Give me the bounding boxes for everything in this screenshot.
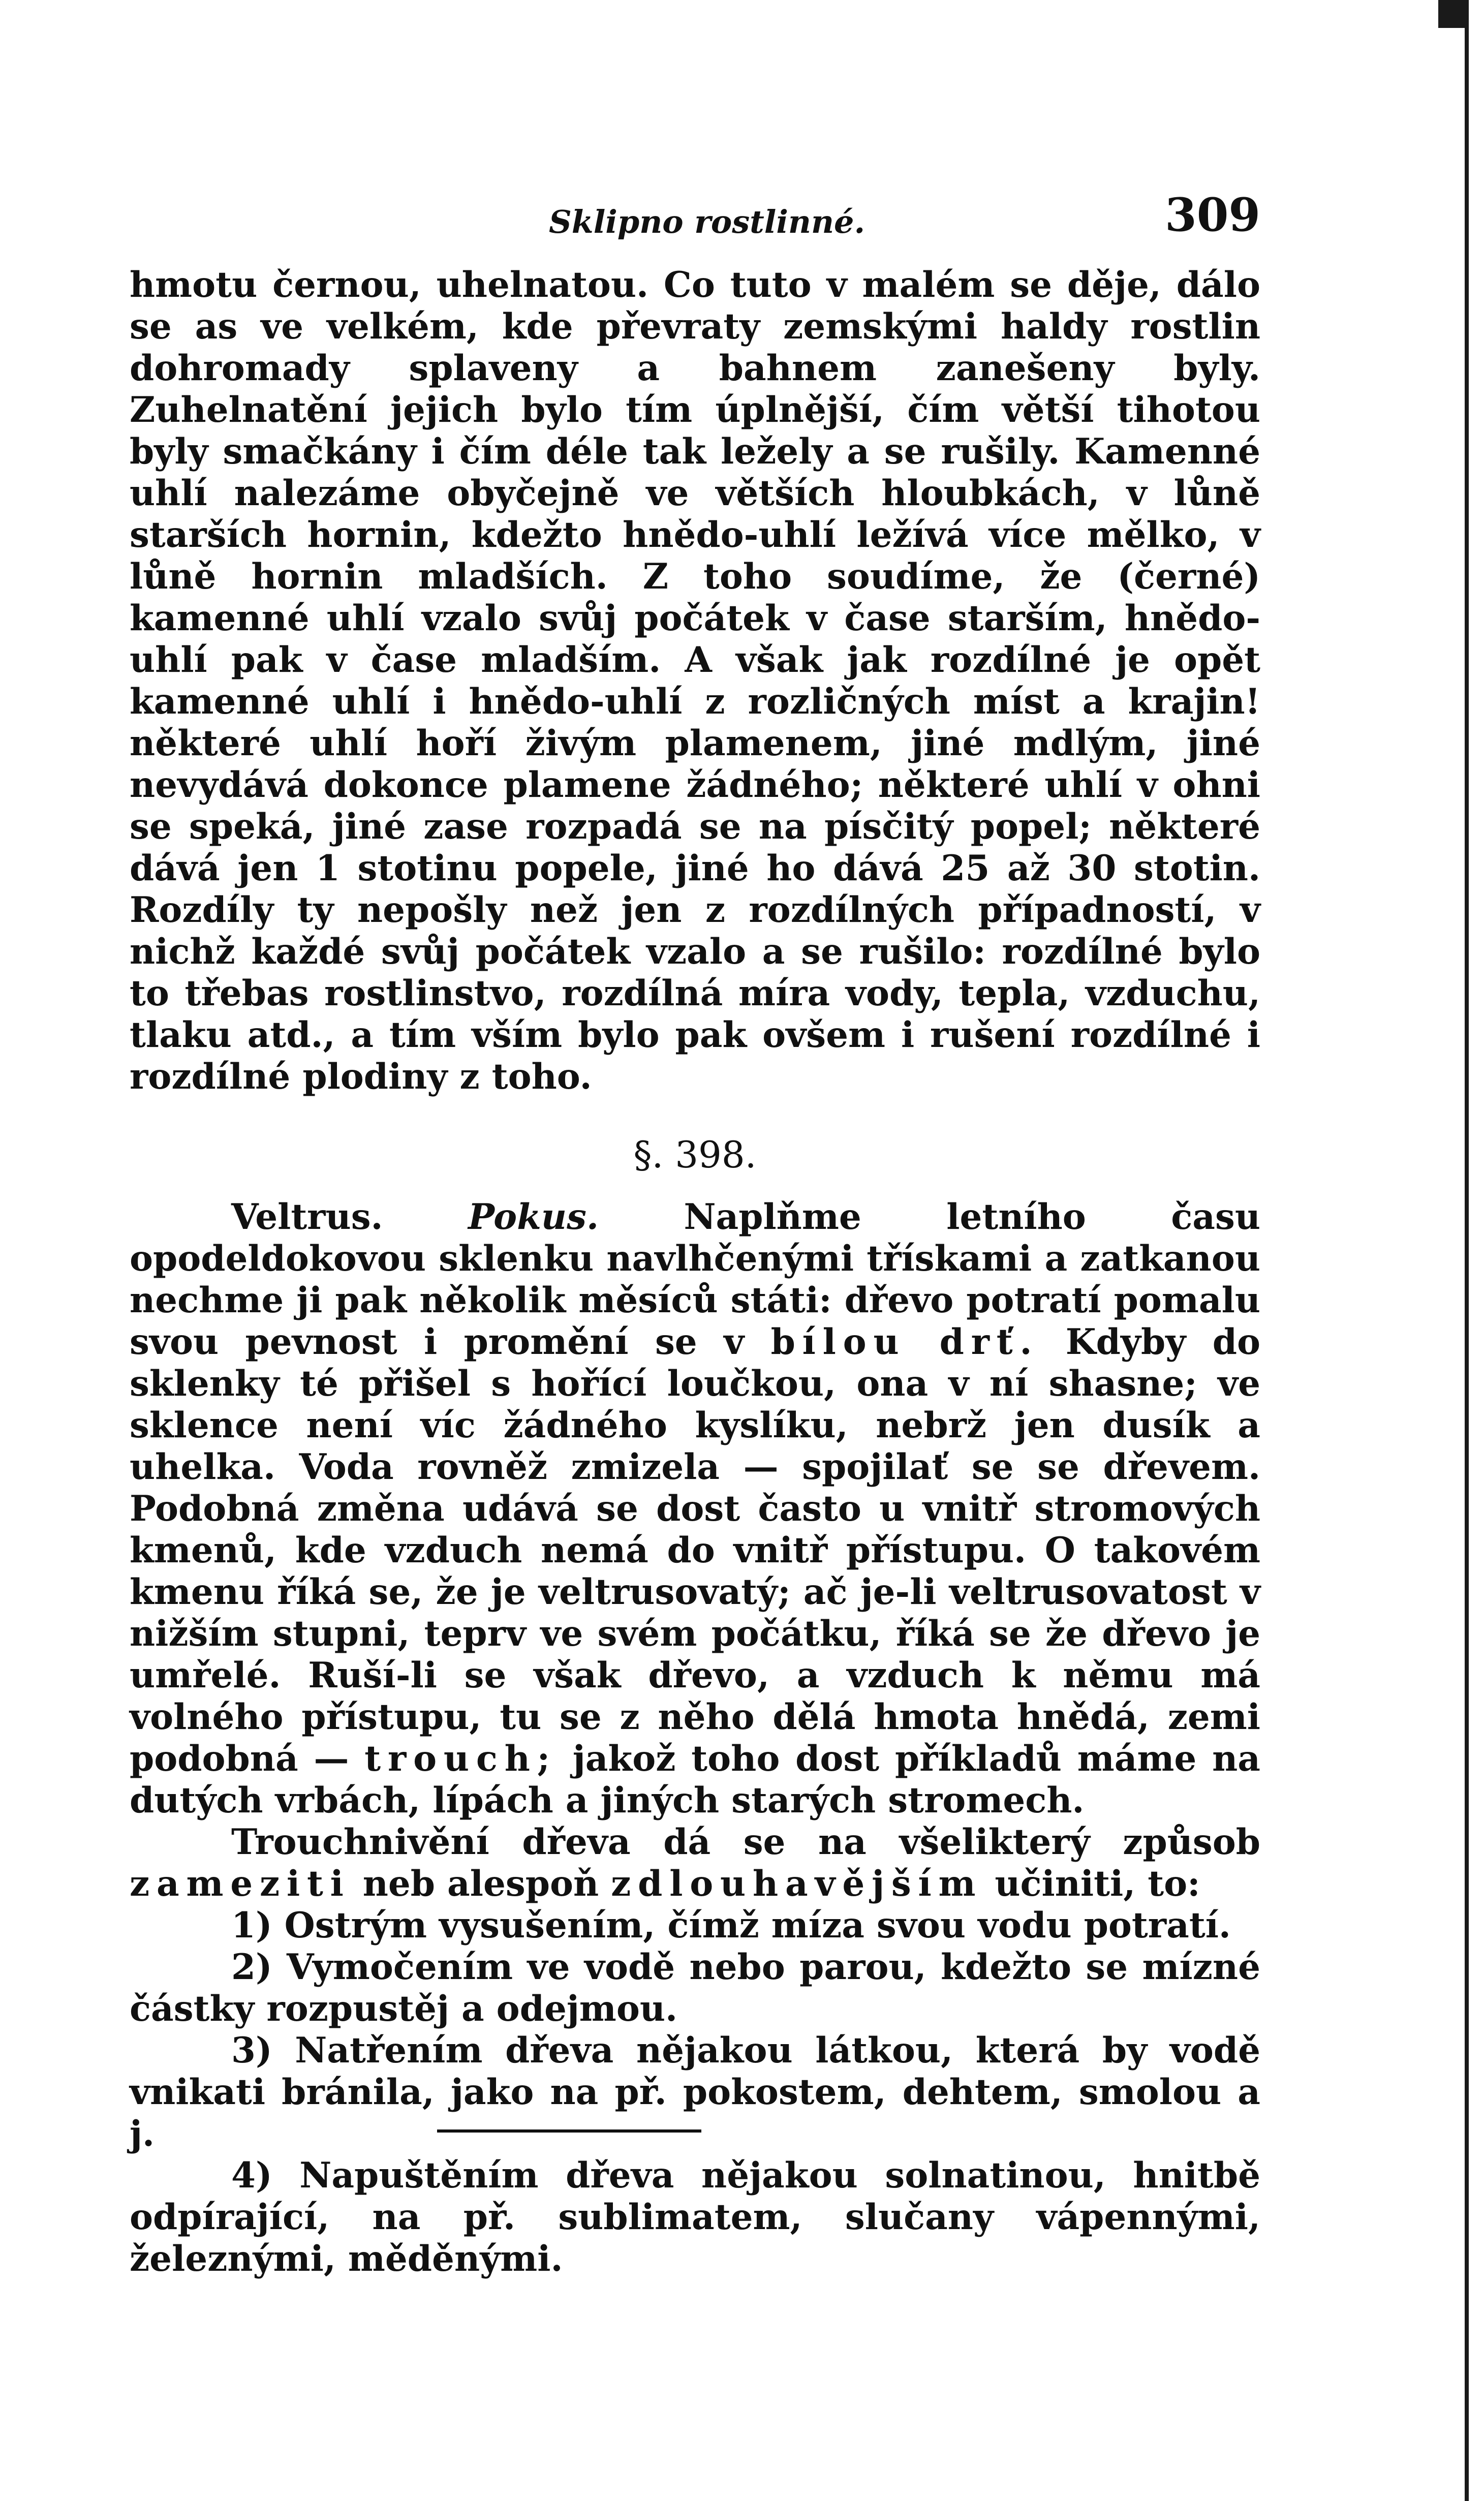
second-text-part-1: Trouchnivění dřeva dá se na všelikterý způsob — [231, 1821, 1260, 1863]
section-spaced-1: bílou drť. — [770, 1321, 1039, 1363]
section-text-part-2: Kdyby do sklenky té přišel s hořící loučkou, ona v ní shasne; ve sklence není víc žádného kyslíku, nebrž jen dusík a uhelka. Voda rovněž zmizela — spojilať se se dřevem. Podobná změna udává se dost často u vnitř stromových kmenů, kde vzduch nemá do vnitř přístupu. O takovém kmenu říká se, že je veltrusovatý; ač je-li veltrusovatost v nižším stupni, teprv ve svém počátku, říká se že dřevo je umřelé. Ruší-li se však dřevo, a vzduch k němu má volného přístupu, tu se z něho dělá hmota hnědá, zemi podobná — — [130, 1321, 1261, 1779]
list-item-1: 1) Ostrým vysušením, čímž míza svou vodu potratí. — [231, 1905, 1231, 1946]
second-spaced-1: zameziti — [130, 1863, 351, 1904]
section-term: Veltrus. — [231, 1196, 383, 1238]
section-paragraph — [130, 1196, 1260, 1821]
section-term-italic: Pokus. — [468, 1196, 599, 1238]
section-spaced-2: trouch; — [364, 1738, 557, 1779]
section-number: §. 398. — [633, 1133, 757, 1176]
running-header — [130, 188, 1260, 244]
list-item-2: 2) Vymočením ve vodě nebo parou, kdežto se mízné částky rozpustěj a odejmou. — [130, 1947, 1260, 2029]
page-edge-line — [1465, 0, 1469, 2501]
second-paragraph — [130, 1821, 1260, 1905]
book-page — [130, 188, 1260, 2280]
section-text-part-3: jakož toho dost příkladů máme na dutých vrbách, lípách a jiných starých stromech. — [130, 1738, 1261, 1821]
second-text-part-2: neb alespoň — [350, 1863, 611, 1904]
second-spaced-2: zdlouhavějším — [611, 1863, 983, 1904]
end-rule — [437, 2129, 701, 2133]
opening-paragraph: hmotu černou, uhelnatou. Co tuto v malém se děje, dálo se as ve velkém, kde převraty zemskými haldy rostlin dohromady splaveny a bahnem zanešeny byly. Zuhelnatění jejich bylo tím úplnější, čím větší tihotou byly smačkány i čím déle tak ležely a se rušily. Kamenné uhlí nalezáme obyčejně ve větších hloubkách, v lůně starších hornin, kdežto hnědo-uhlí ležívá více mělko, v lůně hornin mladších. Z toho soudíme, že (černé) kamenné uhlí vzalo svůj počátek v čase starším, hnědo-uhlí pak v čase mladším. A však jak rozdílné je opět kamenné uhlí i hnědo-uhlí z rozličných míst a krajin! některé uhlí hoří živým plamenem, jiné mdlým, jiné nevydává dokonce plamene žádného; některé uhlí v ohni se speká, jiné zase rozpadá se na písčitý popel; některé dává jen 1 stotinu popele, jiné ho dává 25 až 30 stotin. Rozdíly ty nepošly než jen z rozdílných případností, v nichž každé svůj počátek vzalo a se rušilo: rozdílné bylo to třebas rostlinstvo, rozdílná míra vody, tepla, vzduchu, tlaku atd., a tím vším bylo pak ovšem i rušení rozdílné i rozdílné plodiny z toho. — [130, 264, 1260, 1097]
list-item-4: 4) Napuštěním dřeva nějakou solnatinou, hnitbě odpírající, na př. sublimatem, slučany vápennými, železnými, měděnými. — [130, 2155, 1260, 2279]
page-corner-mark — [1438, 0, 1469, 28]
page-number: 309 — [1165, 188, 1260, 242]
list-item-3: 3) Natřením dřeva nějakou látkou, která by vodě vnikati bránila, jako na př. pokostem, dehtem, smolou a j. — [130, 2030, 1260, 2154]
running-title: Sklipno rostlinné. — [549, 203, 865, 240]
section-text-part-1: Naplňme letního času opodeldokovou sklenku navlhčenými třískami a zatkanou nechme ji pak několik měsíců státi: dřevo potratí pomalu svou pevnost i promění se v — [130, 1196, 1260, 1363]
second-text-part-3: učiniti, to: — [982, 1863, 1200, 1904]
